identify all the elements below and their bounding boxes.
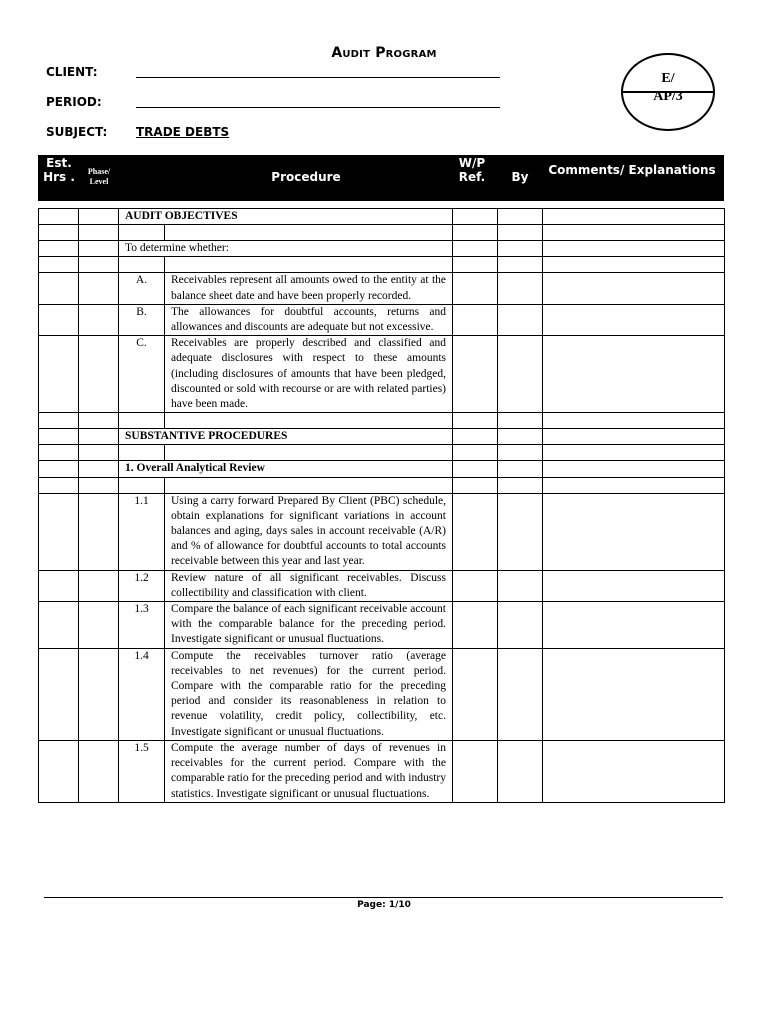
wp-ref-cell — [453, 304, 498, 335]
wp-ref-cell — [453, 273, 498, 304]
procedure-cell — [165, 225, 453, 241]
by-cell — [498, 429, 543, 445]
est-hrs-cell — [39, 304, 79, 335]
procedure-text: The allowances for doubtful accounts, returns and allowances and discounts are adequate but not excessive. — [165, 304, 453, 335]
by-cell — [498, 461, 543, 477]
by-cell — [498, 273, 543, 304]
wp-ref-cell — [453, 413, 498, 429]
item-number: 1.1 — [119, 493, 165, 570]
est-hrs-cell — [39, 257, 79, 273]
wp-ref-cell — [453, 493, 498, 570]
period-field-line — [136, 107, 500, 108]
phase-cell — [79, 257, 119, 273]
comments-cell — [543, 429, 725, 445]
item-number: C. — [119, 336, 165, 413]
est-hrs-cell — [39, 477, 79, 493]
by-cell — [498, 648, 543, 740]
comments-cell — [543, 570, 725, 601]
item-number: 1.5 — [119, 740, 165, 802]
table-row — [39, 493, 725, 570]
procedure-cell — [165, 413, 453, 429]
wp-ref-cell — [453, 477, 498, 493]
table-row — [39, 740, 725, 802]
table-row — [39, 477, 725, 493]
wp-ref-cell — [453, 461, 498, 477]
by-cell — [498, 445, 543, 461]
client-field-line — [136, 77, 500, 78]
number-cell — [119, 413, 165, 429]
wp-ref-cell — [453, 740, 498, 802]
table-row — [39, 273, 725, 304]
phase-cell — [79, 241, 119, 257]
phase-cell — [79, 445, 119, 461]
by-cell — [498, 304, 543, 335]
audit-program-table — [38, 208, 725, 803]
est-hrs-cell — [39, 273, 79, 304]
table-row — [39, 336, 725, 413]
by-cell — [498, 241, 543, 257]
phase-cell — [79, 493, 119, 570]
table-row — [39, 602, 725, 649]
by-cell — [498, 493, 543, 570]
number-cell — [119, 477, 165, 493]
phase-cell — [79, 648, 119, 740]
col-procedure: Procedure — [271, 170, 341, 184]
phase-cell — [79, 477, 119, 493]
comments-cell — [543, 336, 725, 413]
document-title: Audit Program — [331, 45, 437, 61]
period-label: PERIOD: — [46, 95, 102, 109]
wp-ref-cell — [453, 570, 498, 601]
comments-cell — [543, 413, 725, 429]
by-cell — [498, 477, 543, 493]
phase-cell — [79, 461, 119, 477]
comments-cell — [543, 648, 725, 740]
item-number: B. — [119, 304, 165, 335]
phase-cell — [79, 602, 119, 649]
page-number: Page: 1/10 — [357, 900, 411, 910]
reference-top: E/ — [661, 71, 675, 86]
table-row — [39, 225, 725, 241]
by-cell — [498, 209, 543, 225]
est-hrs-cell — [39, 570, 79, 601]
table-row — [39, 241, 725, 257]
table-row — [39, 648, 725, 740]
col-wp-ref: W/P Ref. — [458, 156, 486, 184]
client-label: CLIENT: — [46, 65, 98, 79]
est-hrs-cell — [39, 225, 79, 241]
procedure-text: Compare the balance of each significant receivable account with the comparable balance for the preceding period. Investigate significant or unusual fluctuations. — [165, 602, 453, 649]
est-hrs-cell — [39, 493, 79, 570]
comments-cell — [543, 209, 725, 225]
comments-cell — [543, 740, 725, 802]
procedure-text: Review nature of all significant receivables. Discuss collectibility and classification with client. — [165, 570, 453, 601]
by-cell — [498, 413, 543, 429]
table-row — [39, 461, 725, 477]
phase-cell — [79, 225, 119, 241]
phase-cell — [79, 209, 119, 225]
footer-rule — [44, 897, 723, 898]
table-row — [39, 209, 725, 225]
table-row — [39, 257, 725, 273]
comments-cell — [543, 241, 725, 257]
comments-cell — [543, 477, 725, 493]
est-hrs-cell — [39, 602, 79, 649]
est-hrs-cell — [39, 445, 79, 461]
procedure-text: Receivables are properly described and classified and adequate disclosures with respect to these amounts (including disclosures of amounts that have been pledged, discounted or sold with recourse or are with related parties) have been made. — [165, 336, 453, 413]
wp-ref-cell — [453, 225, 498, 241]
wp-ref-cell — [453, 429, 498, 445]
wp-ref-cell — [453, 445, 498, 461]
table-row — [39, 445, 725, 461]
section-heading: 1. Overall Analytical Review — [119, 461, 453, 477]
comments-cell — [543, 445, 725, 461]
col-phase-level: Phase/ Level — [87, 167, 111, 186]
comments-cell — [543, 461, 725, 477]
number-cell — [119, 225, 165, 241]
phase-cell — [79, 740, 119, 802]
wp-ref-cell — [453, 209, 498, 225]
number-cell — [119, 257, 165, 273]
table-row — [39, 413, 725, 429]
phase-cell — [79, 336, 119, 413]
by-cell — [498, 570, 543, 601]
by-cell — [498, 257, 543, 273]
wp-ref-cell — [453, 336, 498, 413]
wp-ref-cell — [453, 602, 498, 649]
est-hrs-cell — [39, 429, 79, 445]
by-cell — [498, 740, 543, 802]
est-hrs-cell — [39, 413, 79, 429]
col-by: By — [511, 170, 529, 184]
est-hrs-cell — [39, 241, 79, 257]
wp-ref-cell — [453, 241, 498, 257]
number-cell — [119, 445, 165, 461]
col-est-hrs: Est. Hrs . — [43, 156, 75, 184]
comments-cell — [543, 304, 725, 335]
est-hrs-cell — [39, 336, 79, 413]
procedure-text: Receivables represent all amounts owed to the entity at the balance sheet date and have been properly recorded. — [165, 273, 453, 304]
section-heading: AUDIT OBJECTIVES — [119, 209, 453, 225]
wp-ref-cell — [453, 648, 498, 740]
comments-cell — [543, 225, 725, 241]
procedure-cell — [165, 257, 453, 273]
by-cell — [498, 225, 543, 241]
procedure-text: Using a carry forward Prepared By Client (PBC) schedule, obtain explanations for significant variations in account balances and aging, days sales in account receivable (A/R) and % of allowance for doubtful accounts to total accounts receivable between this year and last year. — [165, 493, 453, 570]
item-number: A. — [119, 273, 165, 304]
phase-cell — [79, 413, 119, 429]
reference-oval — [621, 53, 715, 131]
table-row — [39, 429, 725, 445]
item-number: 1.3 — [119, 602, 165, 649]
phase-cell — [79, 304, 119, 335]
item-number: 1.2 — [119, 570, 165, 601]
by-cell — [498, 336, 543, 413]
procedure-text: Compute the receivables turnover ratio (average receivables to net revenues) for the current period. Compare with the comparable ratio for the preceding period and consider its reasonableness in relation to revenue volatility, credit policy, collectibility, etc. Investigate significant or unusual fluctuations. — [165, 648, 453, 740]
est-hrs-cell — [39, 648, 79, 740]
phase-cell — [79, 429, 119, 445]
item-number: 1.4 — [119, 648, 165, 740]
procedure-cell — [165, 477, 453, 493]
subject-value: TRADE DEBTS — [136, 125, 230, 139]
est-hrs-cell — [39, 740, 79, 802]
column-header-bar — [38, 155, 724, 201]
phase-cell — [79, 273, 119, 304]
comments-cell — [543, 602, 725, 649]
procedure-text: To determine whether: — [119, 241, 453, 257]
est-hrs-cell — [39, 209, 79, 225]
phase-cell — [79, 570, 119, 601]
by-cell — [498, 602, 543, 649]
col-comments: Comments/ Explanations — [548, 163, 716, 177]
wp-ref-cell — [453, 257, 498, 273]
procedure-text: Compute the average number of days of revenues in receivables for the current period. Compare with the comparable ratio for the preceding period and with industry statistics. Investigate significant or unusual fluctuations. — [165, 740, 453, 802]
comments-cell — [543, 257, 725, 273]
comments-cell — [543, 273, 725, 304]
est-hrs-cell — [39, 461, 79, 477]
reference-bottom: AP/3 — [653, 89, 683, 104]
procedure-cell — [165, 445, 453, 461]
table-row — [39, 304, 725, 335]
section-heading: SUBSTANTIVE PROCEDURES — [119, 429, 453, 445]
subject-label: SUBJECT: — [46, 125, 108, 139]
table-row — [39, 570, 725, 601]
comments-cell — [543, 493, 725, 570]
